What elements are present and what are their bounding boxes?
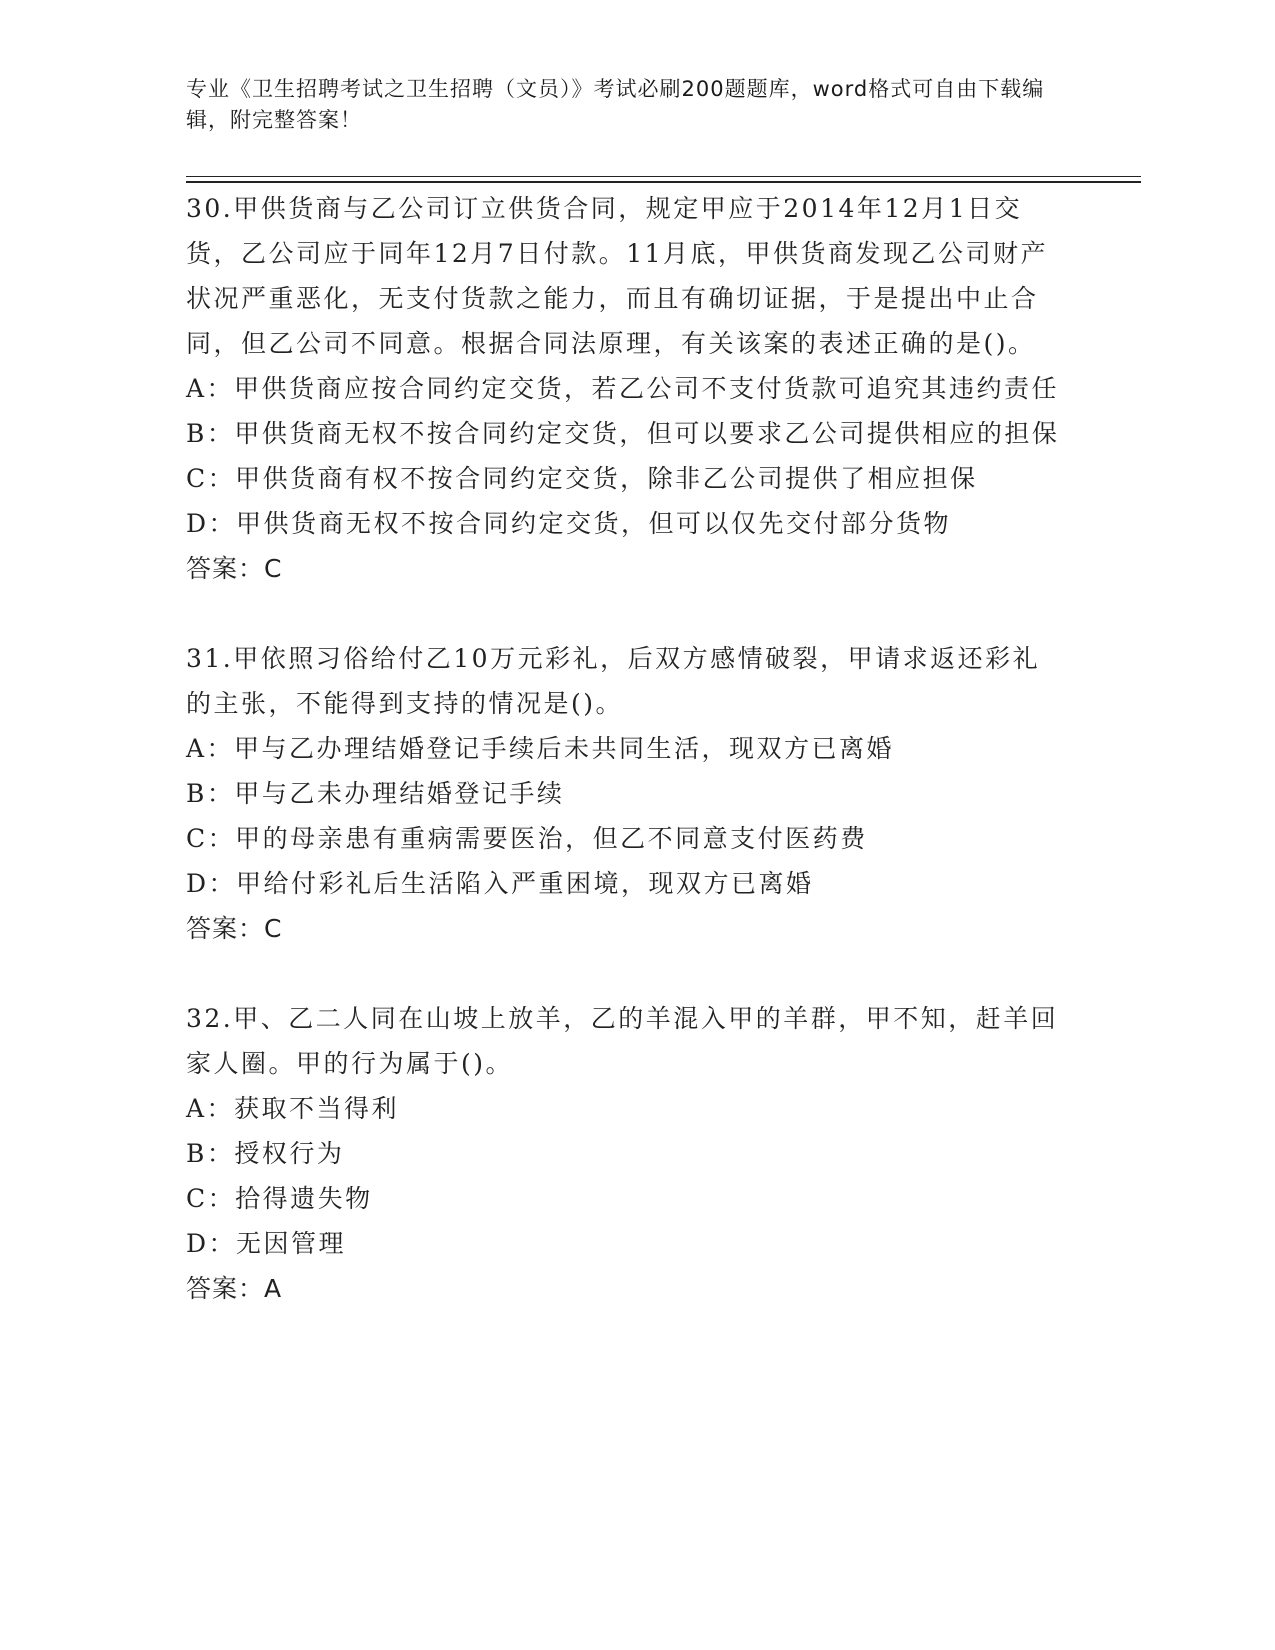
question-list [186,186,1066,1311]
option-d: D：甲供货商无权不按合同约定交货，但可以仅先交付部分货物 [186,509,952,538]
option-b: B：授权行为 [186,1139,345,1168]
question-stem: 30.甲供货商与乙公司订立供货合同，规定甲应于2014年12月1日交货，乙公司应于同年12月7日付款。11月底，甲供货商发现乙公司财产状况严重恶化，无支付货款之能力，而且有确切证据，于是提出中止合同，但乙公司不同意。根据合同法原理，有关该案的表述正确的是()。 [186,194,1049,358]
option-b: B：甲与乙未办理结婚登记手续 [186,779,565,808]
question-30 [186,186,1066,591]
option-a: A：甲与乙办理结婚登记手续后未共同生活，现双方已离婚 [186,734,895,763]
option-b: B：甲供货商无权不按合同约定交货，但可以要求乙公司提供相应的担保 [186,419,1060,448]
document-header: 专业《卫生招聘考试之卫生招聘（文员）》考试必刷200题题库，word格式可自由下载编辑，附完整答案！ [186,77,1045,132]
option-d: D：无因管理 [186,1229,347,1258]
option-a: A：甲供货商应按合同约定交货，若乙公司不支付货款可追究其违约责任 [186,374,1060,403]
option-a: A：获取不当得利 [186,1094,400,1123]
answer-line: 答案：C [186,554,283,583]
question-32 [186,996,1066,1311]
answer-line: 答案：C [186,914,283,943]
header-divider-thin [186,176,1141,177]
question-stem: 32.甲、乙二人同在山坡上放羊，乙的羊混入甲的羊群，甲不知，赶羊回家人圈。甲的行为属于()。 [186,1004,1059,1078]
option-c: C：甲的母亲患有重病需要医治，但乙不同意支付医药费 [186,824,868,853]
option-d: D：甲给付彩礼后生活陷入严重困境，现双方已离婚 [186,869,814,898]
option-c: C：拾得遗失物 [186,1184,373,1213]
question-stem: 31.甲依照习俗给付乙10万元彩礼，后双方感情破裂，甲请求返还彩礼的主张，不能得到支持的情况是()。 [186,644,1041,718]
header-divider-thick [186,181,1141,183]
question-31 [186,636,1066,951]
answer-line: 答案：A [186,1274,283,1303]
option-c: C：甲供货商有权不按合同约定交货，除非乙公司提供了相应担保 [186,464,978,493]
